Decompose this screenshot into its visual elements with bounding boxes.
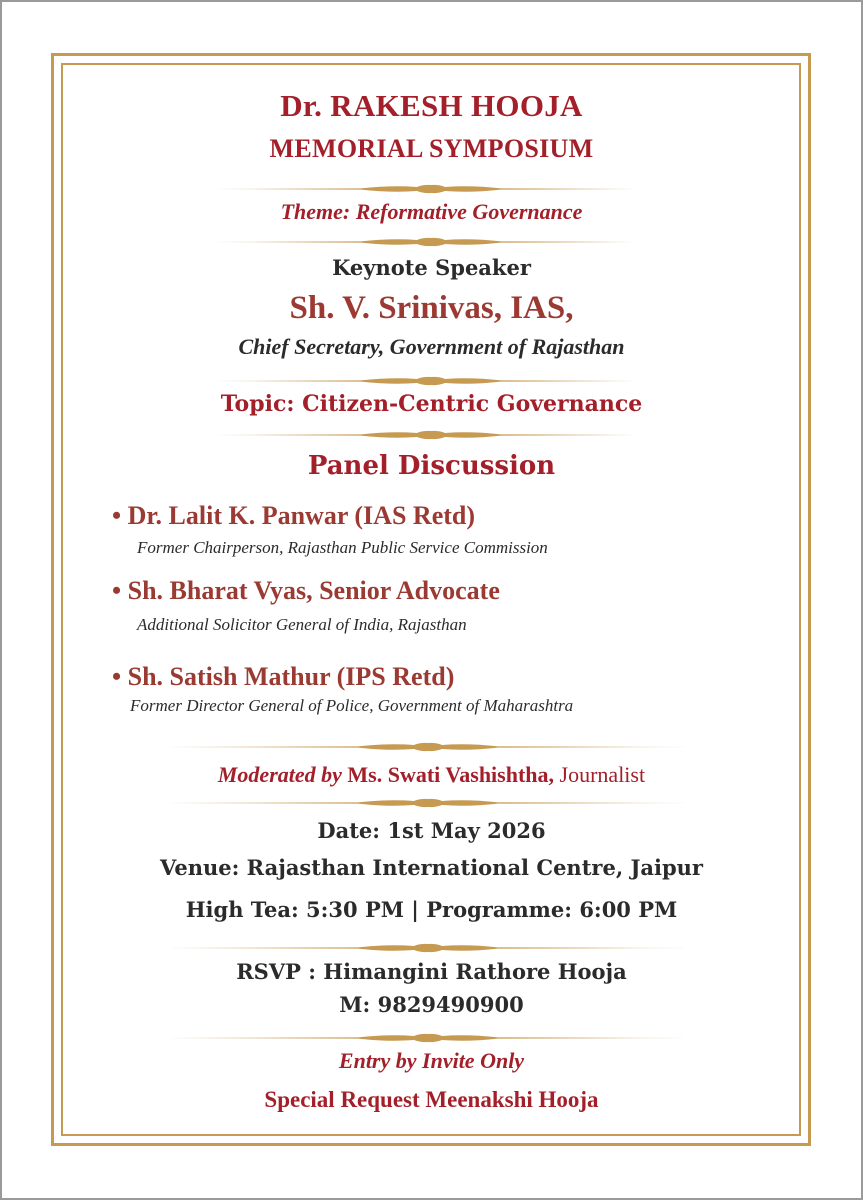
ornament-divider <box>166 1032 690 1044</box>
keynote-label: Keynote Speaker <box>332 255 531 280</box>
event-venue: Venue: Rajasthan International Centre, Jaipur <box>160 855 703 880</box>
panel-title: Panel Discussion <box>307 451 556 481</box>
panelist-desc: Former Director General of Police, Government of Maharashtra <box>130 696 574 715</box>
ornament-divider <box>214 375 648 387</box>
bullet: • <box>112 576 122 605</box>
topic-line: Topic: Citizen-Centric Governance <box>220 391 643 417</box>
ornament-shape <box>166 743 690 751</box>
event-timing: High Tea: 5:30 PM | Programme: 6:00 PM <box>185 897 678 922</box>
ornament-shape <box>166 1034 690 1042</box>
keynote-name: Sh. V. Srinivas, IAS, <box>289 290 574 326</box>
special-request: Special Request Meenakshi Hooja <box>264 1087 599 1112</box>
ornament-divider <box>214 236 648 248</box>
ornament-shape <box>214 377 648 385</box>
panelist-name-text: Sh. Satish Mathur (IPS Retd) <box>127 662 455 691</box>
moderator-role: Journalist <box>559 762 646 787</box>
panelist-name-text: Dr. Lalit K. Panwar (IAS Retd) <box>127 501 476 530</box>
ornament-shape <box>214 238 648 246</box>
theme-line: Theme: Reformative Governance <box>280 199 583 224</box>
ornament-divider <box>214 429 648 441</box>
ornament-divider <box>166 942 690 954</box>
ornament-divider <box>166 797 690 809</box>
ornament-divider <box>214 183 648 195</box>
ornament-shape <box>166 944 690 952</box>
title-line-2: MEMORIAL SYMPOSIUM <box>269 134 594 163</box>
event-date: Date: 1st May 2026 <box>317 818 546 843</box>
moderator-label: Moderated by <box>217 762 342 787</box>
panelist-name <box>112 662 454 692</box>
panelist-name <box>112 576 500 606</box>
keynote-role: Chief Secretary, Government of Rajasthan <box>238 334 625 359</box>
bullet: • <box>112 662 122 691</box>
ornament-shape <box>214 431 648 439</box>
ornament-shape <box>166 799 690 807</box>
moderator-name: Ms. Swati Vashishtha, <box>347 762 555 787</box>
entry-note: Entry by Invite Only <box>338 1048 525 1073</box>
moderator-line <box>0 762 863 788</box>
panelist-desc: Additional Solicitor General of India, Rajasthan <box>137 615 467 634</box>
ornament-divider <box>166 741 690 753</box>
panelist-desc: Former Chairperson, Rajasthan Public Service Commission <box>137 538 548 557</box>
bullet: • <box>112 501 122 530</box>
rsvp-mobile: M: 9829490900 <box>339 992 524 1017</box>
ornament-shape <box>214 185 648 193</box>
title-line-1: Dr. RAKESH HOOJA <box>280 88 583 123</box>
rsvp-line: RSVP : Himangini Rathore Hooja <box>236 959 627 984</box>
panelist-name-text: Sh. Bharat Vyas, Senior Advocate <box>127 576 500 605</box>
panelist-name <box>112 501 475 531</box>
